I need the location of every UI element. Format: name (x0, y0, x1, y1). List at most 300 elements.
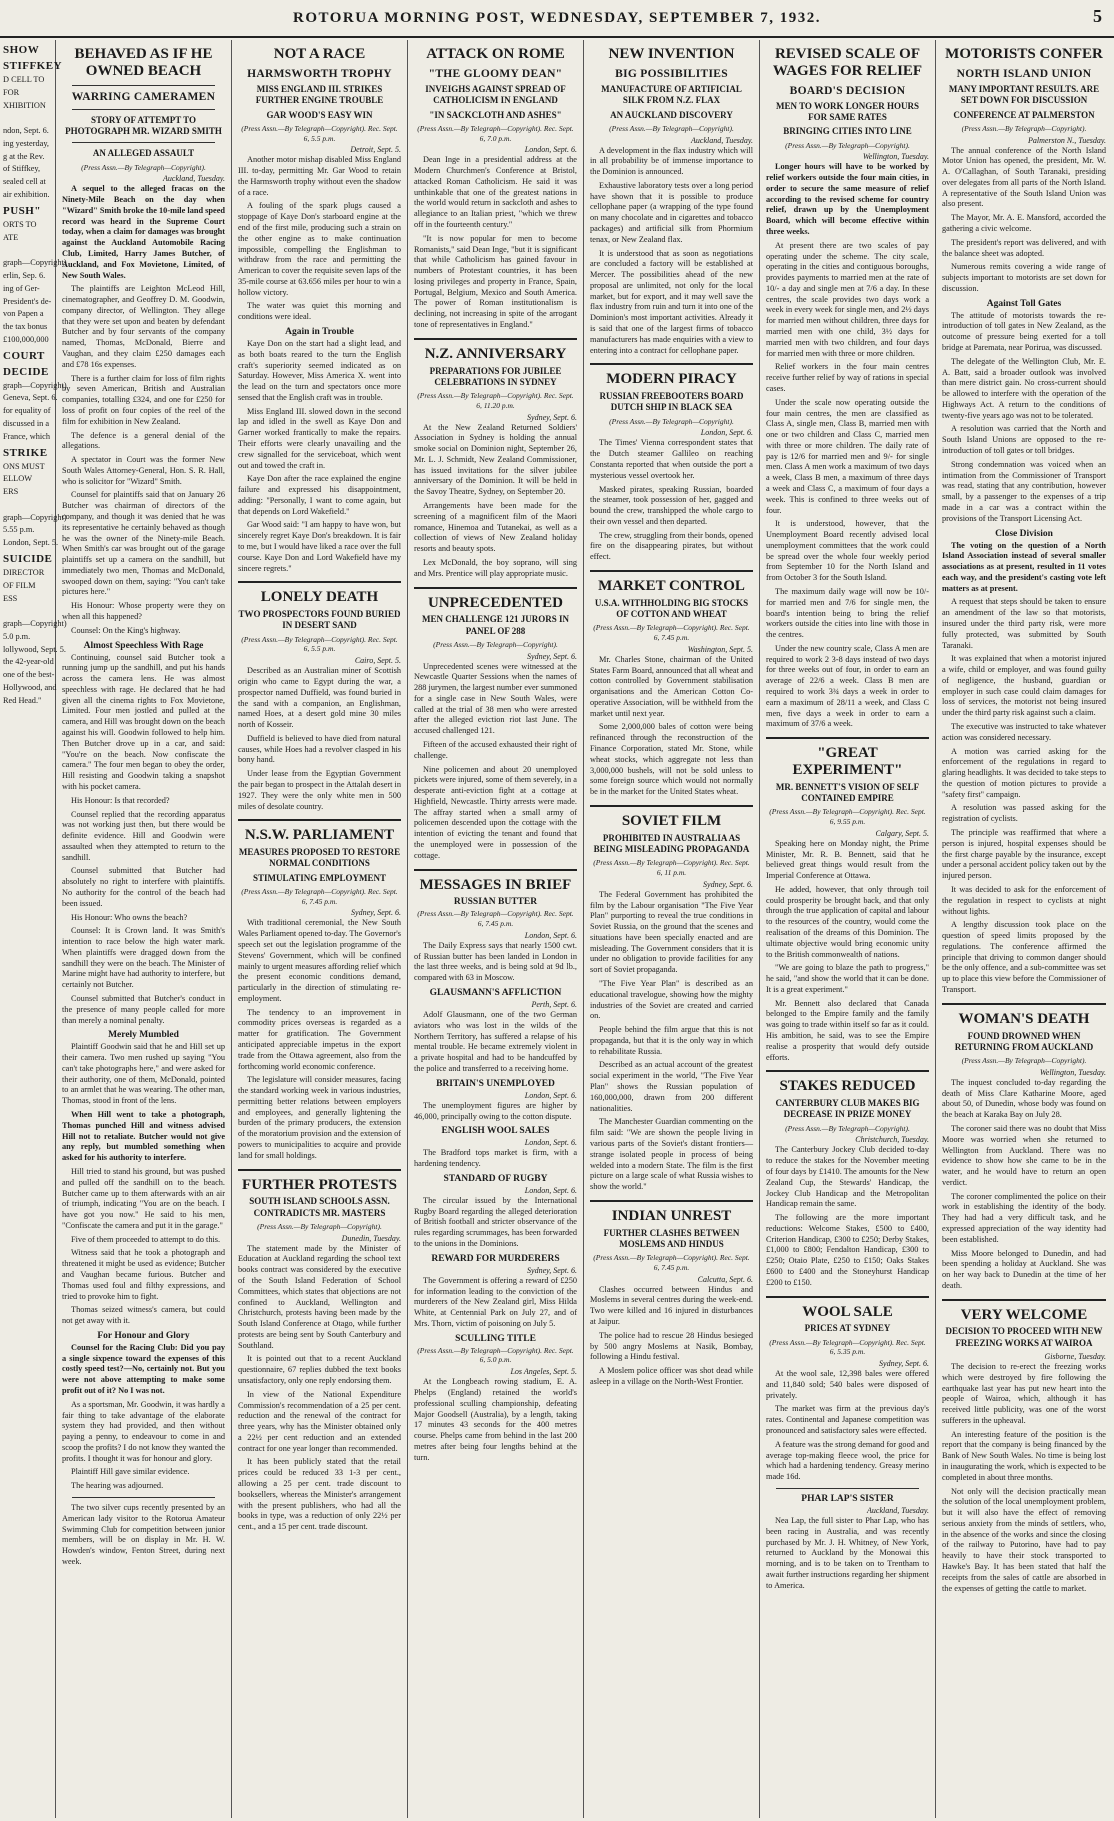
paragraph: Hill tried to stand his ground, but was pushed and pulled off the sandhill on to the beach. Butcher came up to them afterwards with an air of triumph, indicating "You are on the beach. I have got you now." He said to his men, "Confiscate the camera and put it in the garage." (62, 1166, 225, 1230)
headline: MODERN PIRACY (606, 371, 737, 388)
section-subhead: For Honour and Glory (97, 1330, 190, 1341)
brief-headline: PHAR LAP'S SISTER (801, 1493, 894, 1504)
paragraph: Speaking here on Monday night, the Prime Minister, Mr. R. B. Bennett, said that he believed great things would result from the Imperial Conference at Ottawa. (766, 838, 929, 881)
subheadline: INVEIGHS AGAINST SPREAD OF CATHOLICISM IN ENGLAND (425, 84, 566, 106)
dateline: Sydney, Sept. 6. (879, 1359, 929, 1369)
dateline: Auckland, Tuesday. (691, 135, 753, 145)
divider (942, 1003, 1106, 1005)
dateline: Sydney, Sept. 6. (351, 908, 401, 918)
dateline: Christchurch, Tuesday. (855, 1135, 929, 1145)
subheadline: STIMULATING EMPLOYMENT (252, 872, 387, 883)
column-3 (408, 40, 584, 1818)
paragraph: Described as an actual account of the greatest social experiment in the world, "The Five Year Plan" shows the Russian population of 160,000,000, drawn from 200 different nationalities. (590, 1060, 753, 1113)
paragraph: Counsel: On the King's highway. (71, 625, 181, 635)
fragment-line: sealed cell at (3, 177, 46, 187)
fragment-line: ONS MUST (3, 461, 45, 471)
paragraph: Kaye Don after the race explained the engine failure and expressed his disappointment, adding: "Personally, I want to come again, but that depends on Lord Wakefield." (238, 474, 401, 516)
press-credit: (Press Assn.—By Telegraph—Copyright). (785, 1123, 910, 1133)
column-2 (232, 40, 408, 1818)
paragraph: A development in the flax industry which will in all probability be of immense importance to the Dominion is announced. (590, 145, 753, 177)
subheadline: HARMSWORTH TROPHY (247, 67, 392, 80)
paragraph: He added, however, that only through toil could prosperity be brought back, and that only through the true application of capital and labour to the resources of the country, would come the realisation of the dreams of this Dominion. The ultimate objective would bring economic unity to the British commonwealth of nations. (766, 884, 929, 959)
paragraph: The maximum daily wage will now be 10/- for married men and 7/6 for single men, the board's intention being to bring the relief workers outside the cities into line with those in the centres. (766, 587, 929, 640)
fragment-line: ndon, Sept. 6. (3, 126, 49, 136)
paragraph: The Bradford tops market is firm, with a hardening tendency. (414, 1148, 577, 1169)
cropped-left-column (0, 40, 67, 1818)
press-credit: (Press Assn.—By Telegraph—Copyright). (81, 162, 206, 172)
paragraph: Exhaustive laboratory tests over a long period have shown that it is possible to produce cellophane paper (a wrapping of the type found on many chocolate and in cigarettes and tobacco packages) and artificial silk from Phormium tenax, or New Zealand flax. (590, 180, 753, 244)
paragraph: Witness said that he took a photograph and threatened it might be used as evidence; Butcher and Vaughan became furious. Butcher and Thomas used foul and filthy expressions, and tried to provoke him to fight. (62, 1248, 225, 1301)
subheadline: CANTERBURY CLUB MAKES BIG DECREASE IN PRIZE MONEY (775, 1098, 920, 1120)
paragraph: A resolution was carried that the North and South Island Unions are opposed to the re-introduction of toll gates or toll bridges. (942, 424, 1106, 456)
fragment-headline: DECIDE (3, 365, 49, 378)
fragment-line: 5.55 p.m. (3, 525, 35, 535)
fragment-line: FOR (3, 87, 20, 97)
lead-paragraph: Longer hours will have to be worked by relief workers outside the four main cities, in order to secure the same measure of relief according to the revised scheme for country relief, drawn up by the Unemployment Board, which will become effective within three weeks. (766, 162, 929, 236)
press-credit: (Press Assn.—By Telegraph—Copyright). Rec. Sept. 6, 11.20 p.m. (417, 391, 574, 410)
fragment-line: for equality of (3, 406, 51, 416)
paragraph: Counsel replied that the recording apparatus was not working just then, but there would be definite evidence. Hill and Goodwin were assaulted when they attempted to return to the sandhill. (62, 809, 225, 862)
paragraph: The president's report was delivered, and with the balance sheet was adopted. (942, 237, 1106, 258)
paragraph: Counsel: It is Crown land. It was Smith's intention to race below the high water mark. When plaintiffs were dragged down from the sandhill they were on the beach. The Minister of Marine might have had authority to interfere, but certainly not Butcher. (62, 926, 225, 990)
paragraph: The principle was reaffirmed that where a person is injured, hospital expenses should be the first charge payable by the insurance, except under a personal accident policy taken out by the injured person. (942, 828, 1106, 881)
paragraph: Plaintiff Hill gave similar evidence. (71, 1467, 190, 1477)
press-credit: (Press Assn.—By Telegraph—Copyright). (609, 123, 734, 133)
press-credit: (Press Assn.—By Telegraph—Copyright). (609, 416, 734, 426)
press-credit: (Press Assn.—By Telegraph—Copyright). Rec. Sept. 6, 5.0 p.m. (417, 1345, 574, 1365)
fragment-headline: SHOW (3, 44, 40, 56)
paragraph: Lex McDonald, the boy soprano, will sing and Mrs. Prentice will play appropriate music. (414, 557, 577, 578)
paragraph: Miss England III. slowed down in the second lap and idled in the swell as Kaye Don and Garner worked frantically to make the repairs. Their efforts were clearly unavailing and the crew signalled for the serviceboat, which went out and towed the craft in. (238, 406, 401, 470)
dateline: Calcutta, Sept. 6. (697, 1274, 753, 1284)
paragraph: The decision to re-erect the freezing works which were destroyed by fire following the earthquake last year has put new heart into the people of Wairoa, which, although it has received little publicity, was one of the worst sufferers in the upheaval. (942, 1361, 1106, 1425)
paragraph: The attitude of motorists towards the re-introduction of toll gates in New Zealand, as the outcome of pressure being exerted for a toll bridge at Paremata, near Porirua, was discussed. (942, 310, 1106, 353)
fragment-line: von Papen a (3, 309, 44, 319)
section-subhead: Close Division (995, 528, 1053, 539)
fragment-line: ATE (3, 232, 19, 242)
paragraph: The two silver cups recently presented by an American lady visitor to the Rotorua Amateur Swimming Club for competition between junior members, will be on display in Mr. H. W. Howden's window, Fenton Street, during next week. (62, 1503, 225, 1566)
press-credit: (Press Assn.—By Telegraph—Copyright). Rec. Sept. 6, 5.35 p.m. (769, 1337, 926, 1357)
paragraph: The plaintiffs are Leighton McLeod Hill, cinematographer, and Geoffrey D. M. Goodwin, company director, of Wellington. They allege that they were set upon and beaten by defendant Butcher and by four servants of the company named, Thomas, McDonald, Bierre and Vaughan, and they claim £250 damages each and £78 16s expenses. (62, 284, 225, 369)
dateline: Auckland, Tuesday. (867, 1505, 929, 1515)
article-behaved-as-if-he-owned-beach (56, 40, 232, 1818)
paragraph: The unemployment figures are higher by 46,000, principally owing to the cotton dispute. (414, 1100, 577, 1121)
paragraph: The Times' Vienna correspondent states that the Dutch steamer Gallileo on reaching Constanta reported that when outside the port a mysterious vessel overtook her. (590, 438, 753, 480)
subheadline: GAR WOOD'S EASY WIN (266, 109, 373, 120)
lead-paragraph: A sequel to the alleged fracas on the Ninety-Mile Beach on the day when "Wizard" Smith broke the 10-mile land speed record was heard in the Supreme Court today, when a claim for damages was brought against the Auckland Automobile Racing Club, Limited, Harry James Butcher, of Auckland, and Fox Movietone, Limited, of New South Wales. (62, 184, 225, 280)
fragment-line: ing yesterday, (3, 138, 50, 148)
subheadline: NORTH ISLAND UNION (956, 67, 1092, 80)
headline: NEW INVENTION (608, 46, 735, 62)
dateline: Wellington, Tuesday. (862, 152, 929, 162)
subheadline: TWO PROSPECTORS FOUND BURIED IN DESERT SAND (238, 609, 401, 631)
press-credit: (Press Assn.—By Telegraph—Copyright). Rec. Sept. 6, 7.45 p.m. (593, 1253, 750, 1272)
subheadline: MEN TO WORK LONGER HOURS FOR SAME RATES (775, 100, 920, 123)
paragraph: Masked pirates, speaking Russian, boarded the steamer, took possession of her, gagged and bound the crew, transhipped the whole cargo to their own vessel and then departed. (590, 484, 753, 526)
fragment-line (3, 245, 52, 256)
fragment-line: London, Sept. 5. (3, 538, 59, 548)
divider (590, 570, 753, 572)
paragraph: A motion was carried asking for the enforcement of the regulations in regard to glaring headlights. It was decided to take steps to the question of motion pictures to provide a "safety first" campaign. (942, 746, 1106, 799)
paragraph: Nea Lap, the full sister to Phar Lap, who has been racing in Australia, and was recently purchased by Mr. J. H. Whitney, of New York, returned to Auckland by the Monowai this morning, and is to be taken on to Trentham to await further instructions regarding her shipment to America. (766, 1515, 929, 1590)
divider (942, 1299, 1106, 1301)
dateline: London, Sept. 6. (524, 145, 577, 155)
dateline: Calgary, Sept. 5. (875, 828, 929, 838)
page-number: 5 (1093, 6, 1102, 26)
paragraph: A feature was the strong demand for good and average top-making fleece wool, the price for which had a hardening tendency. Greasy merino made 16d. (766, 1439, 929, 1482)
paragraph: Unprecedented scenes were witnessed at the Newcastle Quarter Sessions when the names of 288 jurymen, the largest number ever summoned for a single case in New South Wales, were called at the trial of 38 men who were arrested after the alleged eviction riot last June. The accused challenged 121. (414, 661, 577, 736)
fragment-line: graph—Copyright) (3, 619, 67, 629)
fragment-line: £100,000,000 (3, 334, 49, 344)
fragment-block (3, 380, 67, 443)
brief-headline: BRITAIN'S UNEMPLOYED (436, 1078, 555, 1089)
subheadline: STORY OF ATTEMPT TO PHOTOGRAPH MR. WIZARD SMITH (65, 114, 222, 137)
subheadline: MANUFACTURE OF ARTIFICIAL SILK FROM N.Z. FLAX (601, 84, 742, 106)
subheadline: MANY IMPORTANT RESULTS. ARE SET DOWN FOR DISCUSSION (948, 84, 1100, 106)
subheadline: "THE GLOOMY DEAN" (428, 67, 563, 80)
press-credit: (Press Assn.—By Telegraph—Copyright). Rec. Sept. 6, 7.45 p.m. (241, 886, 398, 906)
dateline: Wellington, Tuesday. (1039, 1067, 1106, 1077)
dateline: London, Sept. 6. (524, 1185, 577, 1195)
paragraph: Miss Moore belonged to Dunedin, and had been spending a holiday at Auckland. She was on her way back to Dunedin at the time of her death. (942, 1248, 1106, 1290)
column-6 (936, 40, 1112, 1818)
press-credit: (Press Assn.—By Telegraph—Copyright). Rec. Sept. 6, 5.5 p.m. (241, 123, 398, 143)
bold-paragraph: The voting on the question of a North Island Association instead of several smaller associations as at present, resulted in 11 votes each way, and the president's casting vote left matters as at present. (942, 540, 1106, 593)
column-5 (760, 40, 936, 1818)
paragraph: The Daily Express says that nearly 1500 cwt. of Russian butter has been landed in London in the last three weeks, and is being sold at 9d lb., compared with 63 in Moscow. (414, 940, 577, 983)
paragraph: It was explained that when a motorist injured a wife, child or employer, and was found guilty of negligence, the husband, guardian or employer in such case could claim damages for loss of services, the motorist not being insured under the third party risk against such a claim. (942, 654, 1106, 718)
paragraph: Clashes occurred between Hindus and Moslems in several centres during the week-end. Two were killed and 16 injured in disturbances at Jaipur. (590, 1284, 753, 1326)
divider (72, 1497, 215, 1498)
paragraph: With traditional ceremonial, the New South Wales Parliament opened to-day. The Governor's speech set out the legislation programme of the Stevens' Government, which will be confined mainly to urgent measures affording relief which the present economic conditions demand, particularly in the direction of stimulating re-employment. (238, 918, 401, 1003)
headline: N.S.W. PARLIAMENT (244, 827, 395, 844)
paragraph: Mr. Bennett also declared that Canada belonged to the Empire family and the family was going to trade within itself so far as it could. His ambition, he said, was to see the Empire realise a prosperity that would defy outside efforts. (766, 998, 929, 1062)
paragraph: "It is now popular for men to become Romanists," said Dean Inge, "but it is significant that while Catholicism has gained favour in numbers of Protestant countries, it has been losing privileges and property in France, Spain, Portugal, Belgium, Mexico and South America. The power of Roman institutionalism is declining, not increasing in spite of the arrogant tone of representatives in England." (414, 233, 577, 329)
subheadline: FOUND DROWNED WHEN RETURNING FROM AUCKLAND (954, 1030, 1094, 1052)
divider (766, 1070, 929, 1072)
paragraph: A request that steps should be taken to ensure an amendment of the law so that motorists, insured under the third party risk, were more fully protected, was submitted by South Taranaki. (942, 597, 1106, 650)
paragraph: A resolution was passed asking for the registration of cyclists. (942, 803, 1106, 824)
paragraph: Adolf Glausmann, one of the two German aviators who was lost in the wilds of the Northern Territory, has suffered a relapse of his mental trouble. He became extremely violent in a private hospital and had to be handcuffed by the police and transferred to a receiving home. (414, 1010, 577, 1073)
press-credit: (Press Assn.—By Telegraph—Copyright). (961, 1056, 1087, 1066)
press-credit: (Press Assn.—By Telegraph—Copyright). Rec. Sept. 6, 7.0 p.m. (417, 123, 574, 143)
divider (414, 869, 577, 871)
paragraph: The market was firm at the previous day's rates. Continental and Japanese competition was pronounced and satisfactory sales were effected. (766, 1404, 929, 1436)
fragment-headline: SUICIDE (3, 553, 53, 565)
paragraph: At the wool sale, 12,398 bales were offered and 11,840 sold; 540 bales were disposed of privately. (766, 1369, 929, 1400)
paragraph: Thomas seized witness's camera, but could not get away with it. (62, 1305, 225, 1326)
paragraph: His Honour: Who owns the beach? (71, 912, 188, 922)
paragraph: The Canterbury Jockey Club decided to-day to reduce the stakes for the November meeting of four days by £1410. The amounts for the New Zealand Cup, the Stewards' Handicap, the Jockey Club Handicap and the Metropolitan Handicap remain the same. (766, 1145, 929, 1209)
fragment-line: the tax bonus (3, 322, 48, 332)
fragment-line (3, 606, 52, 617)
paragraph: Gar Wood said: "I am happy to have won, but sincerely regret Kaye Don's breakdown. It is fair to me, but I would have liked a race over the full course. Kaye Don and Lord Wakefield have my sincere regrets." (238, 520, 401, 573)
bold-paragraph: When Hill went to take a photograph, Thomas punched Hill and witness advised Hill not to retaliate. Butcher would not give any reply, but mumbled something when asked for his authority to interfere. (62, 1110, 225, 1163)
paragraph: Fifteen of the accused exhausted their right of challenge. (414, 740, 577, 760)
fragment-block (3, 219, 67, 346)
press-credit: (Press Assn.—By Telegraph—Copyright). Rec. Sept. 6, 5.5 p.m. (241, 634, 398, 654)
paragraph: The following are the more important reductions: Welcome Stakes, £500 to £400, Criterion Handicap, £300 to £250; Derby Stakes, £1,000 to £800; Fendalton Handicap, £300 to £250; Otaio Plate, £250 to £150; Oaks Stakes £600 to £400 and the Stoneyhurst Handicap £200 to £150. (766, 1213, 929, 1287)
paragraph: Numerous remits covering a wide range of subjects important to motorists are set down for discussion. (942, 262, 1106, 293)
paragraph: The Mayor, Mr. A. E. Mansford, accorded the gathering a civic welcome. (942, 213, 1106, 233)
paragraph: Five of them proceeded to attempt to do this. (71, 1234, 221, 1244)
dateline: Sydney, Sept. 6. (527, 1265, 577, 1275)
headline: ATTACK ON ROME (426, 46, 565, 62)
brief-headline: SCULLING TITLE (455, 1333, 536, 1344)
paragraph: Continuing, counsel said Butcher took a running jump up the sandhill, and put his hands across the camera lens. He was almost speechless with rage. He declared that he had given all the cinema rights to Fox Movietone, Limited. Four men jostled and pulled at the camera, and Hill was brought down on the beach against his will. Goodwin followed to help him. Then Butcher drove up in a car, and said: "You're on the beach. Now confiscate the camera." The four men began to obey the order, Hill resisting and Goodwin taking a snapshot with his pocket camera. (62, 652, 225, 791)
fragment-line: ESS (3, 593, 18, 603)
divider (72, 109, 215, 110)
paragraph: Nine policemen and about 20 unemployed pickets were injured, some of them severely, in a desperate anti-eviction fight at a cottage at Highfield, Newcastle. Thirty arrests were made. The affray started when a small army of policemen descended upon the cottage with the intention of evicting the tenant and found that the unemployed were in possession of the cottage. (414, 764, 577, 860)
fragment-line: President's de- (3, 296, 52, 306)
paragraph: It has been publicly stated that the retail prices could be reduced 33 1-3 per cent., allowing a 25 per cent. trade discount to booksellers, whereas the Minister's arrangement with the present publishers, who had all the books in type, was a reduction of only 22½ per cent., and a 15 per cent. trade discount. (238, 1457, 401, 1532)
subheadline: WARRING CAMERAMEN (71, 90, 216, 103)
paragraph: At the Longbeach rowing stadium, E. A. Phelps (England) retained the world's professional sculling championship, defeating Major Goodsell (Australia), by a length, taking 17 minutes 43 seconds for the 400 metres course. Phelps came from behind in the last 200 metres after being four lengths behind at the turn. (414, 1377, 577, 1462)
section-subhead: Merely Mumbled (108, 1030, 179, 1041)
dateline: Palmerston N., Tuesday. (1027, 135, 1106, 145)
paragraph: "We are going to blaze the path to progress," he said, "and show the world that it can be done. It is a great experiment." (766, 963, 929, 994)
paragraph: The coroner said there was no doubt that Miss Moore was worried when she returned to Wellington from Auckland. There was no evidence to show how she came to be in the water, and he would have to return an open verdict. (942, 1123, 1106, 1187)
section-subhead: Again in Trouble (285, 326, 354, 337)
divider (766, 1296, 929, 1298)
divider (766, 737, 929, 739)
paragraph: A fouling of the spark plugs caused a stoppage of Kaye Don's starboard engine at the end of the first mile, producing such a strain on the other engine as to make continuation impossible, compelling the Englishman to withdraw from the race and permitting the American to cover the requisite seven laps of the 35-mile course at 63.656 miles per hour to win a hollow victory. (238, 201, 401, 297)
paragraph: Arrangements have been made for the screening of a magnificent film of the Maori romance, Hinemoa and Tutanekai, as well as a collection of views of New Zealand holiday resorts and beauty spots. (414, 501, 577, 554)
fragment-line: one of the best- (3, 670, 55, 680)
paragraph: A Moslem police officer was shot dead while asleep in a village on the North-West Frontier. (590, 1366, 753, 1386)
paragraph: The annual conference of the North Island Motor Union has opened, the president, Mr. W. A. O'Callaghan, of South Taranaki, presiding over delegates from all parts of the North Island. A representative of the South Island Union was also present. (942, 145, 1106, 209)
headline: VERY WELCOME (960, 1306, 1088, 1323)
brief-headline: RUSSIAN BUTTER (453, 897, 538, 908)
divider (776, 1488, 919, 1489)
paragraph: Plaintiff Goodwin said that he and Hill set up their camera. Two men rushed up saying "You can't take photographs here," and were asked for their authority, one of them, McDonald, pointed to an armlet that he was wearing. The other man, Thomas, stood in front of the lens. (62, 1042, 225, 1106)
paragraph: Kaye Don on the start had a slight lead, and as both boats reared to the turn the English craft's superiority seemed indicated as on Saturday. However, Miss America X. went into the lead on the turn and spectators once more sensed that the English craft was in trouble. (238, 338, 401, 402)
headline: UNPRECEDENTED (427, 594, 563, 611)
divider (590, 363, 753, 365)
subheadline: FURTHER CLASHES BETWEEN MOSLEMS AND HINDUS (603, 1227, 740, 1249)
paragraph: Relief workers in the four main centres receive further relief by way of rations in special cases. (766, 362, 929, 393)
dateline: London, Sept. 6. (524, 930, 577, 940)
paragraph: It is pointed out that to a recent Auckland questionnaire, 67 replies dubbed the text books unsatisfactory, only one reply endorsing them. (238, 1354, 401, 1385)
fragment-line: OF FILM (3, 580, 36, 590)
fragment-line: air exhibition. (3, 190, 50, 200)
fragment-line (3, 500, 52, 511)
press-credit: (Press Assn.—By Telegraph—Copyright). Rec. Sept. 6, 7.45 p.m. (593, 623, 750, 643)
dateline: Cairo, Sept. 5. (354, 656, 401, 666)
press-credit: (Press Assn.—By Telegraph—Copyright). Rec. Sept. 6, 7.45 p.m. (417, 909, 574, 929)
press-credit: (Press Assn.—By Telegraph—Copyright). Rec. Sept. 6, 11 p.m. (593, 858, 750, 877)
fragment-line: 5.0 p.m. (3, 631, 31, 641)
subheadline: U.S.A. WITHHOLDING BIG STOCKS OF COTTON AND WHEAT (594, 597, 749, 620)
paragraph: The defence is a general denial of the allegations. (62, 430, 225, 451)
subheadline: BRINGING CITIES INTO LINE (783, 126, 912, 137)
fragment-block (3, 75, 52, 201)
section-subhead: Against Toll Gates (986, 298, 1062, 309)
fragment-line: D CELL TO (3, 75, 45, 84)
headline: WOOL SALE (802, 1303, 893, 1320)
press-credit: (Press Assn.—By Telegraph—Copyright). (961, 123, 1087, 133)
dateline: Washington, Sept. 5. (687, 644, 753, 654)
column-4 (584, 40, 760, 1818)
paragraph: "The Five Year Plan" is described as an educational travelogue, showing how the mighty industries of the Soviet are created and carried on. (590, 979, 753, 1021)
paragraph: At the New Zealand Returned Soldiers' Association in Sydney is holding the annual smoke social on Dominion night, September 26, Mr. L. J. Schmidt, New Zealand Commissioner, has issued invitations for the silver jubilee anniversary of the Dominion. It will be held in the Savoy Theatre, Sydney, on September 20. (414, 422, 577, 497)
dateline: Sydney, Sept. 6. (527, 412, 577, 422)
fragment-headline: PUSH" (3, 204, 41, 217)
fragment-line: ORTS TO (3, 219, 37, 229)
dateline: London, Sept. 6. (524, 1138, 577, 1148)
headline: INDIAN UNREST (611, 1207, 732, 1224)
divider (590, 1200, 753, 1202)
masthead-title: ROTORUA MORNING POST, WEDNESDAY, SEPTEMBER 7, 1932. (293, 9, 821, 26)
press-credit: (Press Assn.—By Telegraph—Copyright). Rec. Sept. 6, 9.55 p.m. (769, 807, 926, 826)
subheadline: RUSSIAN FREEBOOTERS BOARD DUTCH SHIP IN BLACK SEA (599, 391, 744, 413)
paragraph: The circular issued by the International Rugby Board regarding the alleged deterioration of British football and stricter observance of the rules regarding scrummages, has been forwarded to the unions in the Dominions. (414, 1195, 577, 1248)
fragment-headline: STIFFKEY (3, 60, 63, 72)
headline: MOTORISTS CONFER (945, 46, 1103, 62)
divider (238, 1169, 401, 1171)
subheadline: AN ALLEGED ASSAULT (92, 148, 195, 159)
fragment-headline: STRIKE (3, 446, 48, 459)
fragment-line: Hollywood, and (3, 683, 57, 693)
subheadline: "IN SACKCLOTH AND ASHES" (429, 109, 562, 120)
paragraph: The inquest concluded to-day regarding the death of Miss Clare Katharine Moore, aged about 50, of Dunedin, whose body was found on the beach at Karaka Bay on July 28. (942, 1077, 1106, 1120)
paragraph: The legislature will consider measures, facing the standard working week in various industries, permitting better relations between employers and employees, and generally lightening the burden of the primary producers, the extension of the moratorium provision and the extension of powers to municipalities to acquire and provide land for small holdings. (238, 1075, 401, 1160)
brief-headline: ENGLISH WOOL SALES (441, 1126, 550, 1137)
paragraph: There is a further claim for loss of film rights by seven American, British and Australian companies, totalling £324, and one for £250 for loss of profit on four copies of the reel of the film for exhibition in New Zealand. (62, 373, 225, 426)
dateline: Perth, Sept. 6. (531, 1000, 577, 1010)
dateline: Los Angeles, Sept. 5. (510, 1367, 577, 1377)
dateline: Detroit, Sept. 5. (350, 145, 401, 155)
paragraph: In view of the National Expenditure Commission's recommendation of a 25 per cent. reduction and the renewal of the contract for three years, why has the Minister obtained only a 22½ per cent reduction and an extended contract for one year longer than recommended. (238, 1389, 401, 1453)
paragraph: The Government is offering a reward of £250 for information leading to the conviction of the murderers of the New Zealand girl, Miss Hilda White, at Centennial Park on July 27, and of Mrs. Thorn, victim of poisoning on July 5. (414, 1275, 577, 1328)
press-credit: (Press Assn.—By Telegraph—Copyright). (433, 639, 558, 649)
paragraph: Under the new country scale, Class A men are required to work 2 3-8 days instead of two days for three weeks out of four, in order to earn an average of 22/6 a week. Class B men are required to work 3¾ days a week in order to earn a maximum of 28/11 a week, and Class C men, five days a week in order to earn a maximum of 37/6 a week. (766, 643, 929, 729)
subheadline: PRICES AT SYDNEY (804, 1323, 891, 1334)
headline: N.Z. ANNIVERSARY (424, 345, 567, 362)
headline: MARKET CONTROL (598, 578, 745, 594)
subheadline: BIG POSSIBILITIES (615, 67, 728, 80)
paragraph: At present there are two scales of pay operating under the scheme. The city scale, operating in the cities and contiguous boroughs, provides payments to married men at the rate of 10/- a day and single men at 7/6 a day. In these centres, the scale provides two days work a week in every week for single men, and 2½ days for married men without children, three days for married men with one child, 3½ days for married men with two children, and four days for married men with three or more children. (766, 240, 929, 358)
subheadline: DECISION TO PROCEED WITH NEW FREEZING WORKS AT WAIROA (945, 1326, 1103, 1348)
paragraph: It is understood, however, that the Unemployment Board recently advised local unemployment committees that the work could be spread over the whole four weekly period from September 10 for the North Island and from October 3 for the South Island. (766, 519, 929, 583)
paragraph: The crew, struggling from their bonds, opened fire on the disappearing pirates, but without effect. (590, 530, 753, 562)
subheadline: BOARD'S DECISION (789, 84, 906, 97)
paragraph: Counsel for plaintiffs said that on January 26 Butcher was chairman of directors of the company, and though it was denied that he was its representative he certainly behaved as though he was the owner of the Ninety-mile Beach. When Smith's car was brought out of the garage plaintiffs set up a camera on the sandhill, but immediately two men, Thomas and McDonald, swooped down on them, saying: "You can't take pictures here." (62, 490, 225, 597)
paragraph: Counsel submitted that Butcher had absolutely no right to interfere with plaintiffs. No authority for the control of the beach had been issued. (62, 866, 225, 908)
brief-headline: STANDARD OF RUGBY (443, 1173, 548, 1184)
paragraph: His Honour: Is that recorded? (71, 795, 170, 805)
paragraph: A spectator in Court was the former New South Wales Attorney-General, Hon. S. R. Hall, who is solicitor for "Wizard" Smith. (62, 455, 225, 486)
paragraph: The Federal Government has prohibited the film by the Labour organisation "The Five Year Plan" purporting to reveal the true conditions in Soviet Russia, on the ground that the scenes and situations have been specially enacted and are misleading. The Government considers that it is under no obligation to provide facilities for any sort of Soviet propaganda. (590, 889, 753, 975)
subheadline: PROHIBITED IN AUSTRALIA AS BEING MISLEADING PROPAGANDA (593, 832, 750, 854)
fragment-headline: COURT (3, 349, 45, 362)
paragraph: It was decided to ask for the enforcement of the regulation in respect to cyclists at night without lights. (942, 884, 1106, 916)
divider (590, 805, 753, 807)
paragraph: The tendency to an improvement in commodity prices overseas is regarded as a matter for gratification. The Government anticipated appreciable impetus in the export trade from the Ottawa agreement, also from the forthcoming world economic conference. (238, 1007, 401, 1071)
paragraph: Some 2,000,000 bales of cotton were being refinanced through the reconstruction of the Finance Corporation, stated Mr. Stone, while wheat stocks, which aggregate not less than 3,000,000 bushels, will not be sold unless to some foreign source which would not normally be in the market for the United States wheat. (590, 722, 753, 797)
divider (414, 338, 577, 340)
dateline: Dunedin, Tuesday. (341, 1233, 401, 1243)
paragraph: Dean Inge in a presidential address at the Modern Churchmen's Conference at Bristol, attacked Roman Catholicism. He said it was unthinkable that one of the greatest nations in the world would return in sackcloth and ashes to allegiance to an Italian priest, "which we threw off in the fourteenth century." (414, 155, 577, 229)
paragraph: People behind the film argue that this is not propaganda, but that it is the only way in which to rehabilitate Russia. (590, 1025, 753, 1056)
paragraph: Not only will the decision practically mean the solution of the local unemployment problem, but it will also have the effect of removing serious anxiety from the minds of settlers, who, in the absence of the works and since the closing of the railway to Putorino, have had to pay heavily to have their stock transported to Hawke's Bay. It has been stated that half the receipts from the sales of cattle are absorbed in the expenses of getting the cattle to market. (942, 1486, 1106, 1593)
dateline: Auckland, Tuesday. (163, 174, 225, 184)
paragraph: The water was quiet this morning and conditions were ideal. (238, 301, 401, 322)
paragraph: His Honour: Whose property were they on when all this happened? (62, 601, 225, 621)
fragment-line: discussed in a (3, 418, 50, 428)
headline: FURTHER PROTESTS (242, 1176, 397, 1193)
paragraph: The Manchester Guardian commenting on the film said: "We are shown the people living in various parts of the Soviet's distant frontiers—strange isolated people in process of being welded into a modern State. The film is the first picture on a large scale of what Russia wishes to show the world." (590, 1117, 753, 1192)
paragraph: Another motor mishap disabled Miss England III. to-day, permitting Mr. Gar Wood to retain the Harmsworth trophy without even the shadow of a race. (238, 155, 401, 197)
paragraph: The delegate of the Wellington Club, Mr. E. A. Batt, said a broader outlook was involved than mere district gain. No cross-current should be allowed to interfere with the operation of the Highways Act. A return to the conditions of twenty-five years ago was not to be tolerated. (942, 356, 1106, 420)
fragment-line: ing of Ger- (3, 283, 40, 293)
paragraph: The coroner complimented the police on their work in establishing the identity of the body. They had had a very difficult task, and he expressed appreciation of the way identity had been established. (942, 1191, 1106, 1244)
subheadline: MR. BENNETT'S VISION OF SELF CONTAINED EMPIRE (775, 781, 920, 803)
headline: LONELY DEATH (260, 589, 379, 606)
paragraph: The hearing was adjourned. (71, 1481, 164, 1491)
divider (238, 819, 401, 821)
paragraph: Mr. Charles Stone, chairman of the United States Farm Board, announced that all wheat and cotton controlled by Government stabilisation organisations and the American Cotton Co-operative Association, will be withheld from the market until next year. (590, 654, 753, 718)
headline: "GREAT EXPERIMENT" (792, 745, 903, 778)
fragment-line: XHIBITION (3, 100, 46, 110)
fragment-line: graph—Copyright) (3, 512, 67, 522)
press-credit: (Press Assn.—By Telegraph—Copyright). (785, 140, 910, 150)
fragment-line: France, which (3, 431, 50, 441)
fragment-line: of Stiffkey, (3, 164, 41, 174)
paragraph: The executive was instructed to take whatever action was considered necessary. (942, 722, 1106, 742)
divider (414, 587, 577, 589)
subheadline: PREPARATIONS FOR JUBILEE CELEBRATIONS IN SYDNEY (429, 365, 562, 387)
headline: STAKES REDUCED (779, 1078, 916, 1095)
fragment-line: graph—Copyright) (3, 380, 67, 390)
brief-headline: REWARD FOR MURDERERS (431, 1253, 560, 1264)
paragraph: As a sportsman, Mr. Goodwin, it was hardly a fair thing to take advantage of the elaborate system they had provided, and then without paying a penny, to endeavour to come in and scoop the profits? I do not know they wanted the profits. I thought it was for honour and glory. (62, 1399, 225, 1463)
fragment-line: graph—Copyright) (3, 258, 67, 268)
dateline: London, Sept. 6. (524, 1090, 577, 1100)
paragraph: An interesting feature of the position is the report that the company is being financed by the Bank of New South Wales. No time is being lost in inaugurating the work, which is expected to be completed in about three months. (942, 1429, 1106, 1482)
paragraph: Described as an Australian miner of Scottish origin who came to Egypt during the war, a prospector named Duffield, was found buried in the sand with a companion, an Englishman, named Hoes, at a desert gold mine 30 miles north of Kosseir. (238, 666, 401, 730)
headline: MESSAGES IN BRIEF (419, 876, 572, 893)
subheadline: SOUTH ISLAND SCHOOLS ASSN. CONTRADICTS MR. MASTERS (249, 1196, 390, 1218)
paragraph: Counsel submitted that Butcher's conduct in the presence of many people called for more than merely a nominal penalty. (62, 994, 225, 1025)
divider (72, 85, 215, 86)
dateline: London, Sept. 6. (700, 428, 753, 438)
fragment-line: ELLOW (3, 474, 33, 484)
paragraph: Strong condemnation was voiced when an intimation from the Commissioner of Transport was read, stating that any contribution, however small, by a passenger to the expenses of a trip made in a car was a contract within the provisions of the Transport Licensing Act. (942, 459, 1106, 523)
subheadline: MISS ENGLAND III. STRIKES FURTHER ENGINE TROUBLE (255, 84, 384, 106)
subheadline: AN AUCKLAND DISCOVERY (610, 109, 733, 120)
paragraph: Duffield is believed to have died from natural causes, while Hoes had a revolver clasped in his bony hand. (238, 733, 401, 765)
fragment-line: Geneva, Sept. 6. (3, 393, 58, 403)
paragraph: Under lease from the Egyptian Government the pair began to prospect in the Attalah desert in 1927. They were the only white men in 500 miles of desolate country. (238, 769, 401, 811)
dateline: Sydney, Sept. 6. (703, 879, 753, 889)
divider (238, 581, 401, 583)
dateline: Gisborne, Tuesday. (1044, 1351, 1106, 1361)
subheadline: MEASURES PROPOSED TO RESTORE NORMAL CONDITIONS (238, 847, 401, 869)
headline: SOVIET FILM (621, 812, 722, 829)
fragment-block (3, 461, 67, 549)
fragment-line: ERS (3, 487, 19, 497)
paragraph: Under the scale now operating outside the four main centres, the men are classified as Class A, single men, Class B, married men with one or two children and Class C, married men with three or more children. The daily rate of pay is 12/6 for married men and 9/- for single men. Class A men work a maximum of two days a week, Class B men, a maximum of three days a week and Class C, a maximum of four days a week. This is confined to three weeks out of four. (766, 397, 929, 515)
paragraph: The police had to rescue 28 Hindus besieged by 500 angry Moslems at Nasik, Bombay, following a Hindu festival. (590, 1330, 753, 1362)
headline: REVISED SCALE OF WAGES FOR RELIEF (772, 46, 923, 79)
subheadline: MEN CHALLENGE 121 JURORS IN PANEL OF 288 (421, 614, 569, 636)
dateline: Sydney, Sept. 6. (527, 651, 577, 661)
bold-paragraph: Counsel for the Racing Club: Did you pay a single sixpence toward the expenses of this costly speed test?—No, certainly not. But you were not above attempting to make some profit out of it? No I was not. (62, 1342, 225, 1395)
fragment-line (3, 113, 52, 124)
masthead (0, 0, 1114, 38)
section-subhead: Almost Speechless With Rage (83, 640, 204, 651)
